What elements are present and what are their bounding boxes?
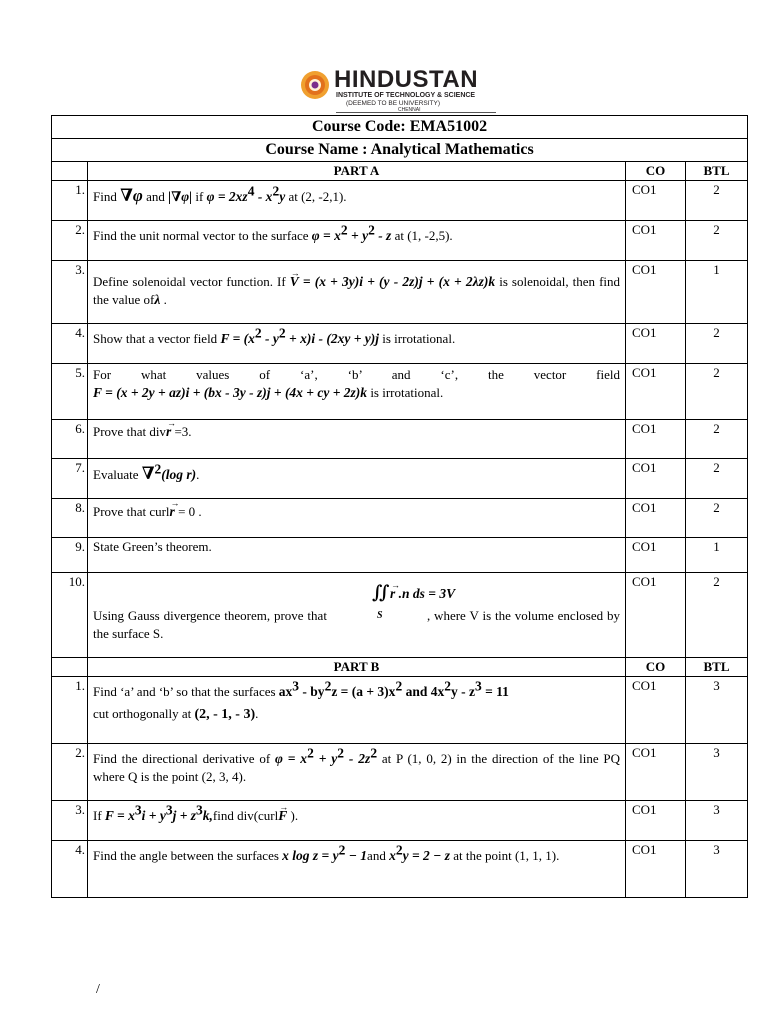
table-row <box>52 324 748 364</box>
logo-tagline: INSTITUTE OF TECHNOLOGY & SCIENCE <box>336 92 476 99</box>
co-value: CO1 <box>626 459 686 499</box>
question-number: 2. <box>52 221 88 261</box>
btl-value: 1 <box>686 538 748 573</box>
question-number: 9. <box>52 538 88 573</box>
question-text: For what values of ‘a’, ‘b’ and ‘c’, the vector field F = (x + 2y + az)i + (bx - 3y - z)j + (4x + cy + 2z)k is irrotational. <box>88 364 626 420</box>
logo-city: CHENNAI <box>398 107 421 113</box>
table-row <box>52 677 748 744</box>
course-code: Course Code: EMA51002 <box>52 116 748 139</box>
btl-value: 3 <box>686 744 748 801</box>
table-row <box>52 801 748 841</box>
table-row <box>52 841 748 898</box>
part-a-title: PART A <box>88 162 626 181</box>
question-number: 1. <box>52 181 88 221</box>
btl-value: 2 <box>686 573 748 658</box>
part-a-blank <box>52 162 88 181</box>
co-value: CO1 <box>626 499 686 538</box>
co-value: CO1 <box>626 364 686 420</box>
co-value: CO1 <box>626 841 686 898</box>
question-number: 3. <box>52 801 88 841</box>
logo-brand-name: HINDUSTAN <box>334 66 479 93</box>
table-row <box>52 261 748 324</box>
question-text: Show that a vector field $F = (x^2 - y^2 + x)i - (2xy + y)j$ is irrotational. <box>88 324 626 364</box>
question-number: 3. <box>52 261 88 324</box>
question-text: Prove that curl→ r = 0 . <box>88 499 626 538</box>
table-row <box>52 499 748 538</box>
co-value: CO1 <box>626 744 686 801</box>
btl-value: 3 <box>686 801 748 841</box>
question-number: 6. <box>52 420 88 459</box>
question-number: 10. <box>52 573 88 658</box>
co-value: CO1 <box>626 261 686 324</box>
btl-value: 3 <box>686 677 748 744</box>
question-text: Find the directional derivative of $\varphi = x^2 + y^2 - 2z^2$ at P (1, 0, 2) in the direction of the line PQ where Q is the point (2, 3, 4). <box>88 744 626 801</box>
co-value: CO1 <box>626 420 686 459</box>
table-row <box>52 420 748 459</box>
co-value: CO1 <box>626 677 686 744</box>
institution-emblem-icon <box>300 70 330 100</box>
btl-value: 1 <box>686 261 748 324</box>
part-a-co-header: CO <box>626 162 686 181</box>
question-text: Prove that div→ r =3. <box>88 420 626 459</box>
part-b-btl-header: BTL <box>686 658 748 677</box>
question-number: 8. <box>52 499 88 538</box>
btl-value: 2 <box>686 499 748 538</box>
btl-value: 2 <box>686 221 748 261</box>
footer-mark: / <box>96 982 100 997</box>
co-value: CO1 <box>626 573 686 658</box>
btl-value: 2 <box>686 324 748 364</box>
question-text: Find the unit normal vector to the surface $\varphi = x^2 + y^2 - z$ at (1, -2,5). <box>88 221 626 261</box>
question-number: 2. <box>52 744 88 801</box>
co-value: CO1 <box>626 221 686 261</box>
question-text: ∬→ r .n ds = 3V S Using Gauss divergence theorem, prove that , where V is the volume enclosed by the surface S. <box>88 573 626 658</box>
question-text: Find ∇φ and |∇φ| if $\varphi = 2xz^4 - x^2y$ at (2, -2,1). <box>88 181 626 221</box>
course-name: Course Name : Analytical Mathematics <box>52 139 748 162</box>
co-value: CO1 <box>626 181 686 221</box>
co-value: CO1 <box>626 801 686 841</box>
btl-value: 2 <box>686 181 748 221</box>
question-number: 4. <box>52 841 88 898</box>
question-number: 4. <box>52 324 88 364</box>
question-number: 1. <box>52 677 88 744</box>
co-value: CO1 <box>626 324 686 364</box>
part-b-title: PART B <box>88 658 626 677</box>
logo-deemed: (DEEMED TO BE UNIVERSITY) <box>346 100 441 107</box>
question-text: Define solenoidal vector function. If → V = (x + 3y)i + (y - 2z)j + (x + 2λz)k is solenoidal, then find the value ofλ . <box>88 261 626 324</box>
part-a-btl-header: BTL <box>686 162 748 181</box>
btl-value: 2 <box>686 364 748 420</box>
table-row <box>52 744 748 801</box>
table-row <box>52 364 748 420</box>
question-text: Find the angle between the surfaces x $\log z = y^2 - 1and$ $x^2y = 2 - z$ at the point (1, 1, 1). <box>88 841 626 898</box>
table-row <box>52 221 748 261</box>
question-text: If $F = x^3i + y^3j$ + $z^3k,find$ div(curl→ F ). <box>88 801 626 841</box>
question-paper-table <box>51 115 748 898</box>
question-text: State Green’s theorem. <box>88 538 626 573</box>
btl-value: 2 <box>686 420 748 459</box>
table-row <box>52 573 748 658</box>
co-value: CO1 <box>626 538 686 573</box>
question-number: 5. <box>52 364 88 420</box>
part-b-co-header: CO <box>626 658 686 677</box>
part-b-blank <box>52 658 88 677</box>
btl-value: 2 <box>686 459 748 499</box>
table-row <box>52 181 748 221</box>
question-text: Find ‘a’ and ‘b’ so that the surfaces $ax^3 - by^2z = (a + 3)x^2$ and $4x^2y - z^3 = 11$ cut orthogonally at (2, - 1, - 3). <box>88 677 626 744</box>
question-text: Evaluate ∇$^2$(log r). <box>88 459 626 499</box>
question-number: 7. <box>52 459 88 499</box>
institution-logo <box>300 68 500 112</box>
btl-value: 3 <box>686 841 748 898</box>
table-row <box>52 459 748 499</box>
table-row <box>52 538 748 573</box>
